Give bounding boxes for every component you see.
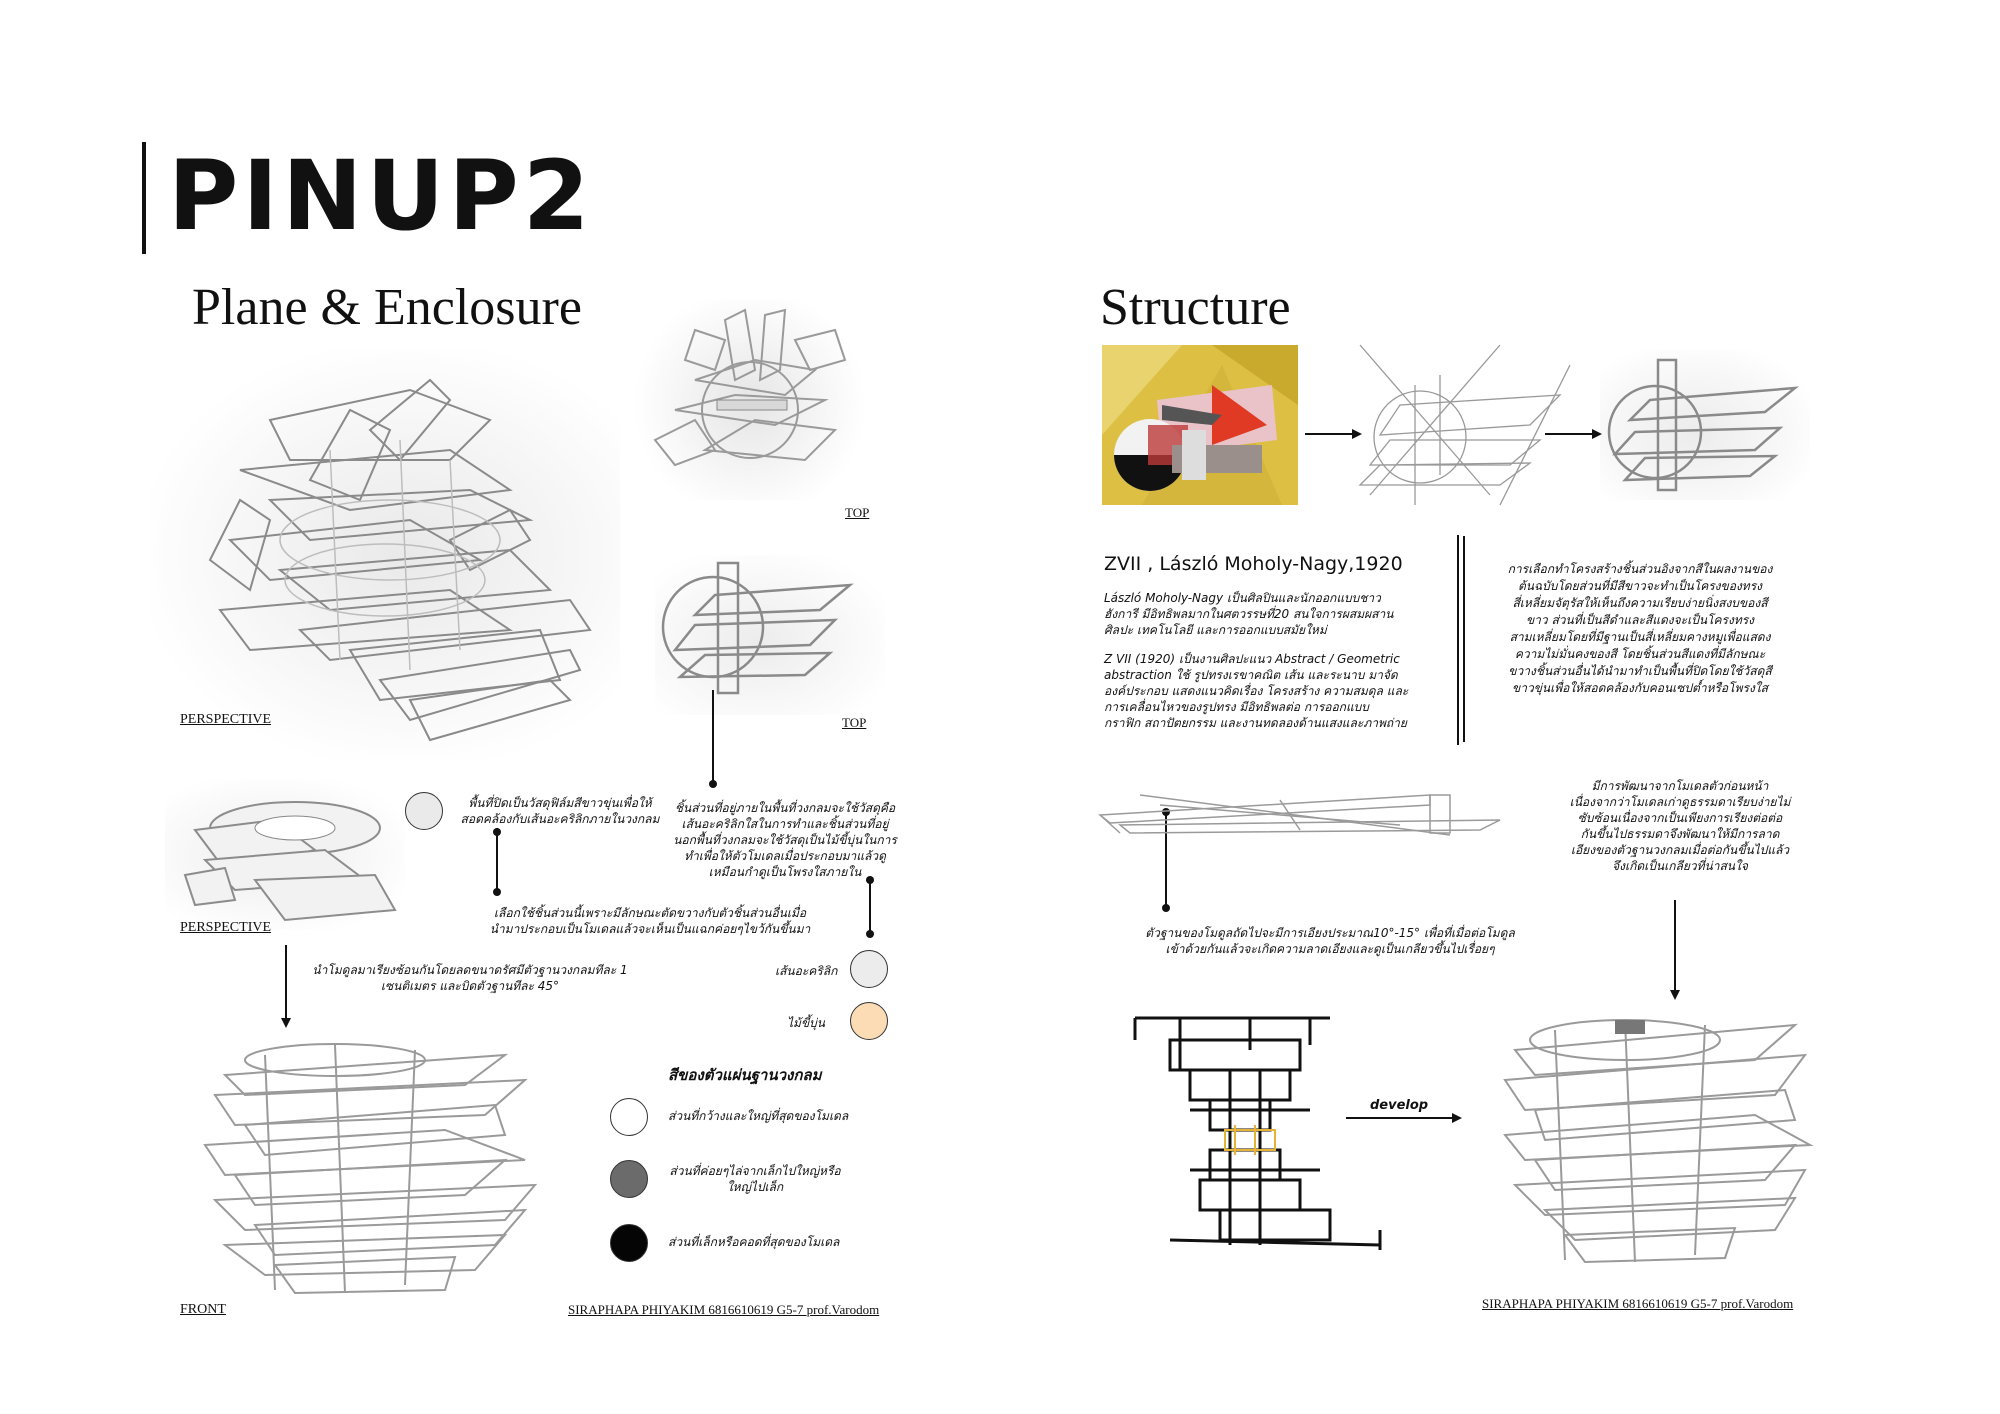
label-top-2: TOP: [842, 715, 867, 730]
legend-label-white: ส่วนที่กว้างและใหญ่ที่สุดของโมเดล: [668, 1109, 849, 1123]
develop-note: มีการพัฒนาจากโมเดลตัวก่อนหน้า เนื่องจากว่าโมเดลเก่าดูธรรมดาเรียบง่ายไม่ ซับซ้อนเนื่องจากเป็นเพียงการเรียงต่อต่อ กันขึ้นไปธรรมดาจึงพัฒนาให้มีการลาด เอียงของตัวฐานวงกลมเมื่อต่อกันขึ้นไปแล้ว จึงเกิดเป็นเกลียวที่น่าสนใจ: [1569, 779, 1791, 873]
material-label-wood: ไม้ขี้บุ่น: [787, 1016, 825, 1030]
label-perspective-small: PERSPECTIVE: [180, 920, 272, 935]
developed-tower-render: [1505, 1000, 1815, 1265]
note-film-paper: พื้นที่ปิดเป็นวัสดุฟิล์มสีขาวขุ่นเพื่อให้ สอดคล้องกับเส้นอะคริลิกภายในวงกลม: [460, 796, 660, 826]
developed-tower-drawing: [1505, 1000, 1815, 1265]
black-structure-elevation: [1130, 1010, 1390, 1260]
note-inner-parts: ชิ้นส่วนที่อยู่ภายในพื้นที่วงกลมจะใช้วัสดุคือ เส้นอะคริลิกใสในการทำและชิ้นส่วนที่อยู่ นอกพื้นที่วงกลมจะใช้วัสดุเป็นไม้ขี้บุ่นในการ ทำเพื่อให้ตัวโมเดลเมื่อประกอบมาแล้วดู เหมือนกำดูเป็นโพรงใสภายใน: [673, 801, 897, 879]
artist-bio: László Moholy-Nagy เป็นศิลปินและนักออกแบบชาว ฮังการี มีอิทธิพลมากในศตวรรษที่20 สนใจการผสมผสาน ศิลปะ เทคโนโลยี และการออกแบบสมัยใหม่: [1104, 591, 1394, 637]
note-stacking: นำโมดูลมาเรียงซ้อนกันโดยลดขนาดรัศมีตัวฐานวงกลมทีละ 1 เซนติเมตร และบิดตัวฐานทีละ 45°: [312, 963, 628, 993]
right-subtitle: Structure: [1100, 279, 1291, 336]
right-divider: [1457, 535, 1459, 745]
tilt-note: ตัวฐานของโมดูลถัดไปจะมีการเอียงประมาณ10°-15° เพื่อที่เมื่อต่อโมดูล เข้าด้วยกันแล้วจะเกิดความลาดเอียงและดูเป็นเกลียวขึ้นไปเรื่อยๆ: [1145, 926, 1515, 956]
black-structure-drawing: [1130, 1010, 1390, 1260]
module-elevation-render: [1100, 775, 1510, 845]
legend-label-gray: ส่วนที่ค่อยๆไล่จากเล็กไปใหญ่หรือ ใหญ่ไปเล็ก: [669, 1164, 841, 1194]
module-elevation-drawing: [1100, 775, 1510, 845]
develop-label: develop: [1370, 1098, 1429, 1113]
right-credit: SIRAPHAPA PHIYAKIM 6816610619 G5-7 prof.Varodom: [1482, 1296, 1794, 1311]
artwork-caption: ZVII , László Moholy-Nagy,1920: [1104, 553, 1403, 575]
left-credit: SIRAPHAPA PHIYAKIM 6816610619 G5-7 prof.Varodom: [568, 1302, 880, 1317]
legend-label-black: ส่วนที่เล็กหรือคอดที่สุดของโมเดล: [668, 1235, 840, 1249]
label-perspective-main: PERSPECTIVE: [180, 712, 272, 727]
label-top-1: TOP: [845, 505, 870, 520]
material-label-acrylic: เส้นอะคริลิก: [775, 964, 838, 978]
artwork-description: Z VII (1920) เป็นงานศิลปะแนว Abstract / Geometric abstraction ใช้ รูปทรงเรขาคณิต เส้น และระนาบ มาจัด องค์ประกอบ แสดงแนวคิดเรื่อง โครงสร้าง ความสมดุล และ การเคลื่อนไหวของรูปทรง มีอิทธิพลต่อ การออกแบบ กราฟิก สถาปัตยกรรม และงานทดลองด้านแสงและภาพถ่าย: [1104, 652, 1409, 730]
page-title: PINUP2: [168, 140, 594, 252]
note-chosen-part: เลือกใช้ชิ้นส่วนนี้เพราะมีลักษณะตัดขวางกับตัวชิ้นส่วนอื่นเมื่อ นำมาประกอบเป็นโมเดลแล้วจะเห็นเป็นแฉกค่อยๆไขว้กันขึ้นมา: [489, 906, 811, 936]
label-front: FRONT: [180, 1302, 226, 1317]
circle-legend-title: สีของตัวแผ่นฐานวงกลม: [668, 1066, 822, 1084]
structure-note: การเลือกทำโครงสร้างชิ้นส่วนอิงจากสีในผลงานของ ต้นฉบับโดยส่วนที่มีสีขาวจะทำเป็นโครงของทรง สี่เหลี่ยมจัตุรัสให้เห็นถึงความเรียบง่ายนิ่งสงบของสี ขาว ส่วนที่เป็นสีดำและสีแดงจะเป็นโครงทรง สามเหลี่ยมโดยที่มีฐานเป็นสี่เหลี่ยมคางหมูเพื่อแสดง ความไม่มั่นคงของสี โดยชิ้นส่วนสีแดงที่มีลักษณะ ขวางชิ้นส่วนอื่นได้นำมาทำเป็นพื้นที่ปิดโดยใช้วัสดุสี ขาวขุ่นเพื่อให้สอดคล้องกับคอนเซปต์ำหรือโพรงใส: [1507, 562, 1773, 695]
left-subtitle: Plane & Enclosure: [192, 279, 582, 336]
